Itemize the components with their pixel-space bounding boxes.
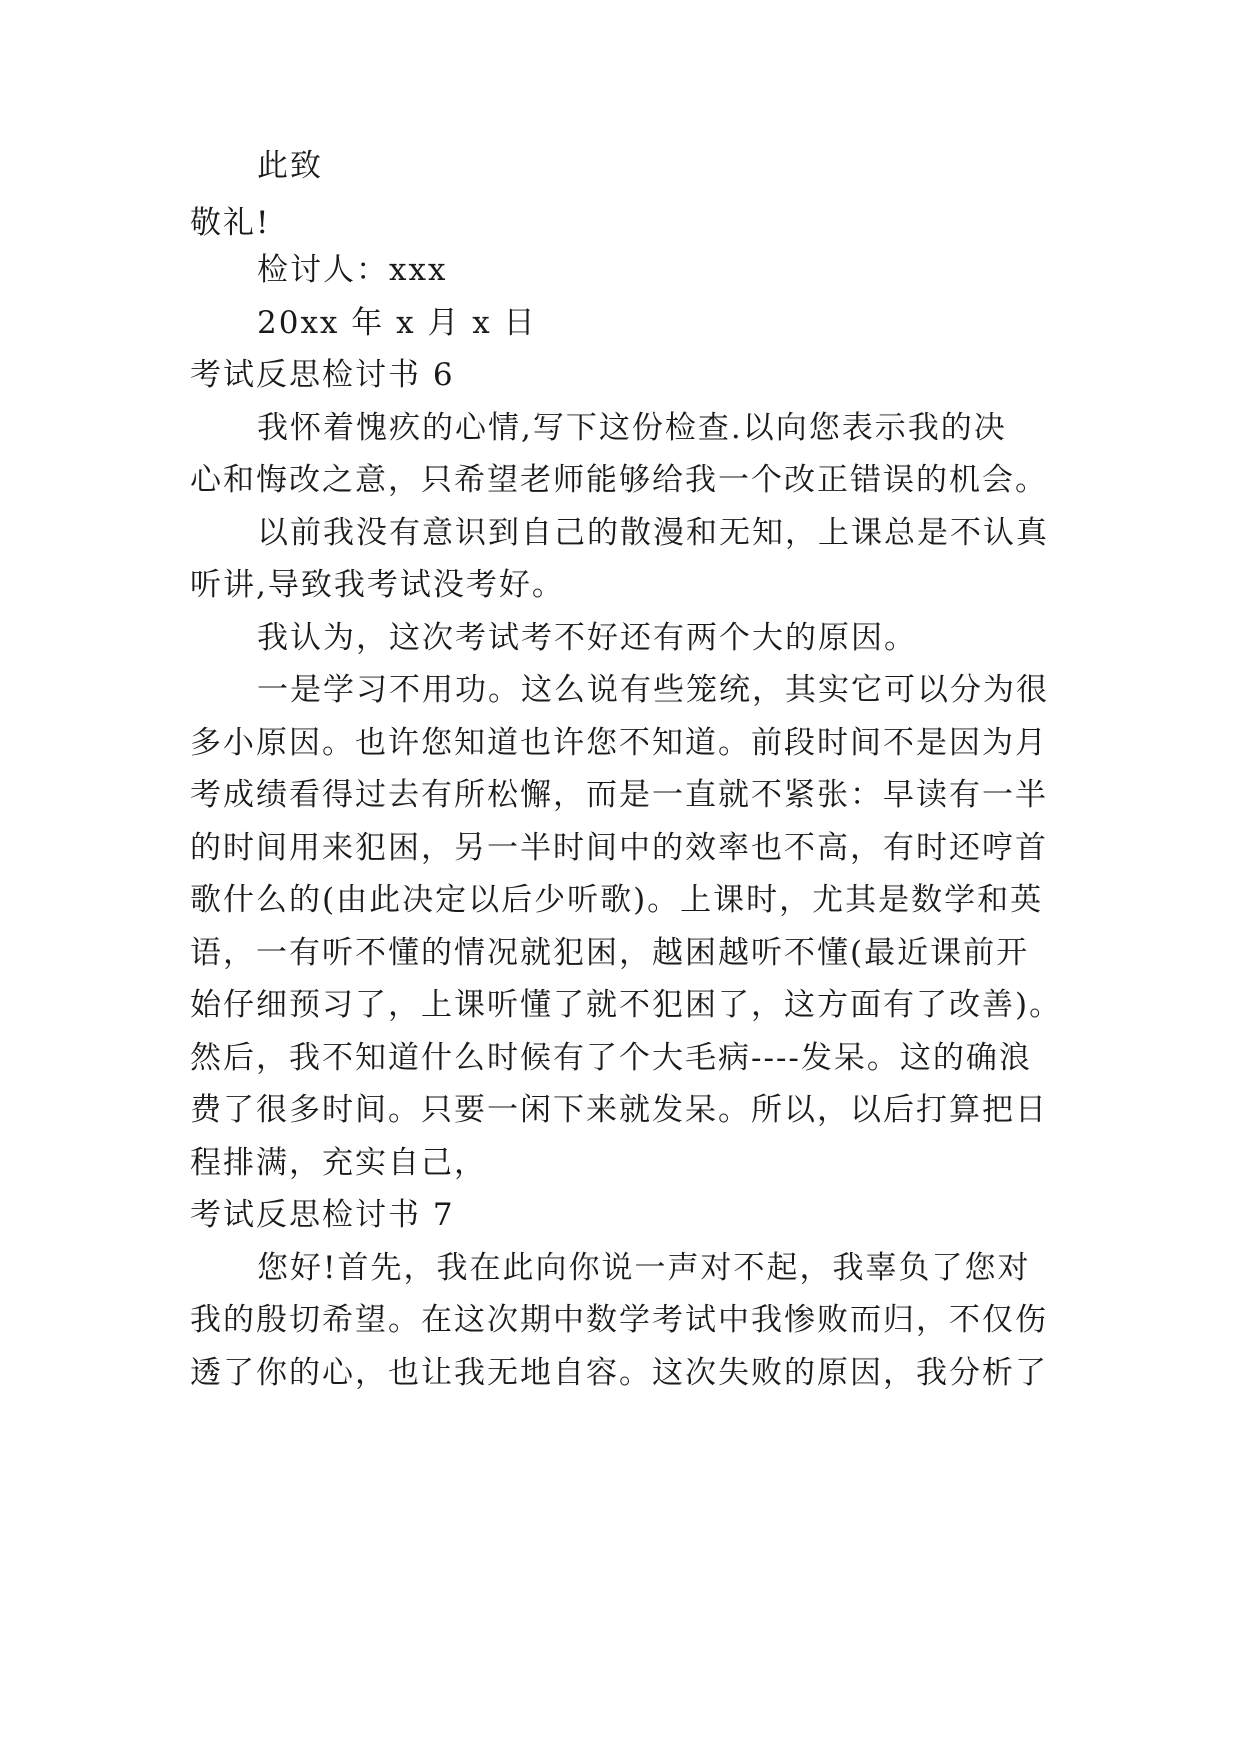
paragraph-line: 听讲,导致我考试没考好。 [190,567,565,603]
paragraph-line: 语，一有听不懂的情况就犯困，越困越听不懂(最近课前开 [190,935,1030,971]
paragraph-line: 我的殷切希望。在这次期中数学考试中我惨败而归，不仅伤 [190,1302,1048,1338]
closing-respect: 敬礼! [190,205,271,241]
paragraph-line: 您好!首先，我在此向你说一声对不起，我辜负了您对 [257,1250,1031,1286]
section-title: 考试反思检讨书 7 [190,1197,455,1233]
section-title: 考试反思检讨书 6 [190,357,455,393]
paragraph-line: 考成绩看得过去有所松懈，而是一直就不紧张：早读有一半 [190,777,1048,813]
paragraph-line: 我怀着愧疚的心情,写下这份检查.以向您表示我的决 [257,410,1007,446]
date-line: 20xx 年 x 月 x 日 [257,305,537,341]
paragraph-line: 以前我没有意识到自己的散漫和无知，上课总是不认真 [257,515,1049,551]
paragraph-line: 歌什么的(由此决定以后少听歌)。上课时，尤其是数学和英 [190,882,1044,918]
closing-salute: 此致 [257,148,323,184]
paragraph-line: 多小原因。也许您知道也许您不知道。前段时间不是因为月 [190,725,1048,761]
paragraph-line: 然后，我不知道什么时候有了个大毛病----发呆。这的确浪 [190,1040,1032,1076]
paragraph-line: 心和悔改之意，只希望老师能够给我一个改正错误的机会。 [190,462,1048,498]
paragraph-line: 我认为，这次考试考不好还有两个大的原因。 [257,620,917,656]
signer-line: 检讨人：xxx [257,252,448,288]
paragraph-line: 始仔细预习了，上课听懂了就不犯困了，这方面有了改善)。 [190,987,1063,1023]
paragraph-line: 的时间用来犯困，另一半时间中的效率也不高，有时还哼首 [190,830,1048,866]
paragraph-line: 费了很多时间。只要一闲下来就发呆。所以，以后打算把日 [190,1092,1048,1128]
paragraph-line: 透了你的心，也让我无地自容。这次失败的原因，我分析了 [190,1355,1048,1391]
paragraph-line: 一是学习不用功。这么说有些笼统，其实它可以分为很 [257,672,1049,708]
paragraph-line: 程排满，充实自己， [190,1145,487,1181]
